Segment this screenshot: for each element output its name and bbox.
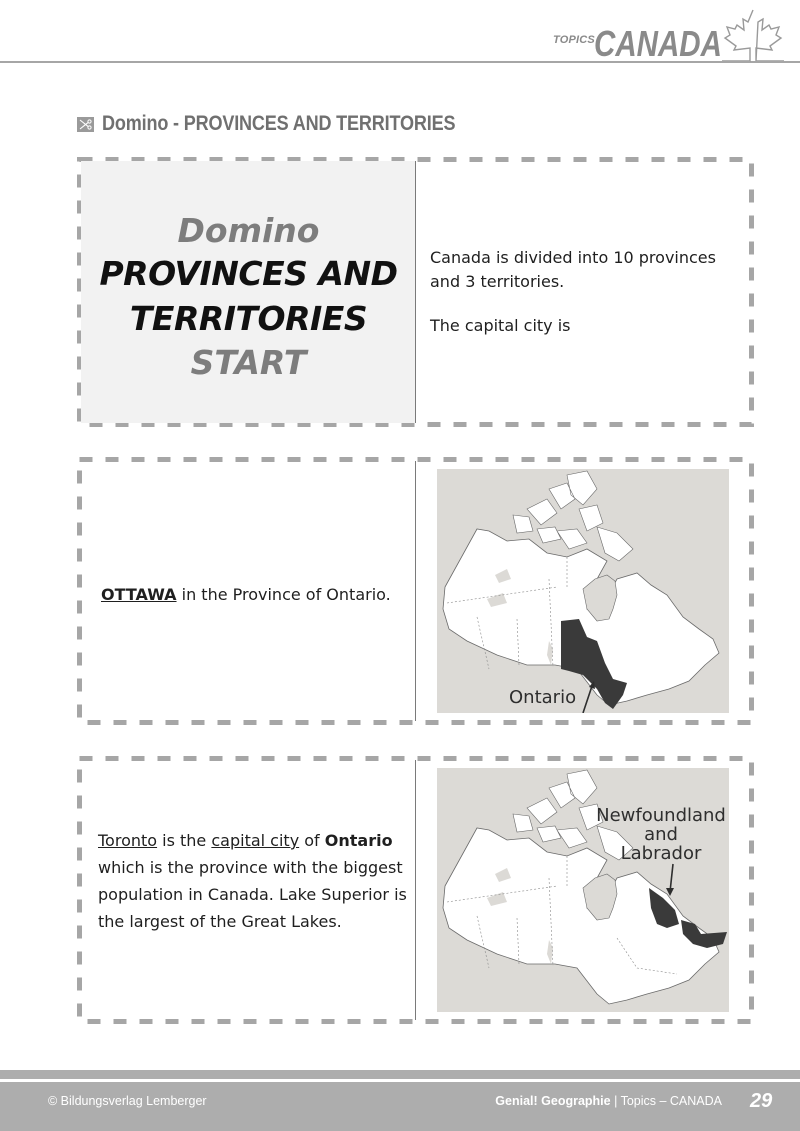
start-cell (81, 161, 416, 423)
header-title: CANADA (594, 23, 722, 64)
map-label-newfoundland (593, 806, 729, 863)
map-label-ontario: Ontario (509, 687, 577, 708)
canada-map-icon (437, 469, 729, 713)
answer-text-segment: is the (157, 831, 212, 850)
domino-card-toronto (77, 756, 754, 1024)
domino-card-ottawa (77, 457, 754, 725)
answer-text-segment: of (299, 831, 325, 850)
map-cell (418, 461, 750, 721)
card-divider (415, 161, 416, 423)
question-paragraph-1: Canada is divided into 10 provinces and 3 territories. (430, 248, 716, 291)
answer-text (101, 583, 391, 607)
scissors-icon (77, 117, 94, 132)
answer-word-toronto: Toronto (98, 831, 158, 850)
card-divider (415, 760, 416, 1020)
maple-leaf-icon (722, 8, 784, 64)
start-domino-label: Domino (177, 211, 320, 250)
domino-card-start (77, 157, 754, 427)
map-cell (418, 760, 750, 1020)
page-number: 29 (750, 1090, 773, 1112)
answer-word-capital-city: capital city (211, 831, 300, 850)
question-paragraph-2: The capital city is (430, 316, 571, 335)
footer-copyright: © Bildungsverlag Lemberger (48, 1094, 207, 1108)
answer-text-segment: which is the province with the biggest population in Canada. Lake Superior is the largest of the Great Lakes. (98, 858, 407, 931)
footer-series-title: Genial! Geographie (495, 1094, 611, 1108)
start-label: START (190, 343, 307, 382)
footer-stripe (0, 1070, 800, 1079)
canada-map-newfoundland (437, 768, 729, 1012)
start-title-line2: TERRITORIES (129, 299, 368, 338)
section-heading (77, 112, 513, 136)
canada-map-ontario (437, 469, 729, 713)
card-divider (415, 461, 416, 721)
section-title: Domino - PROVINCES AND TERRITORIES (102, 112, 456, 135)
question-cell (418, 161, 750, 423)
answer-cell (81, 461, 416, 721)
footer-series (495, 1094, 722, 1108)
answer-cell (81, 760, 416, 1020)
start-title-line1: PROVINCES AND (99, 254, 398, 293)
footer-series-subtitle: | Topics – CANADA (610, 1094, 722, 1108)
map-label-line: Labrador (620, 843, 702, 864)
answer-word-ontario: Ontario (324, 831, 393, 850)
answer-highlight: OTTAWA (101, 585, 177, 604)
map-label-line: Newfoundland (596, 805, 726, 826)
answer-rest: in the Province of Ontario. (176, 585, 391, 604)
header-topics-label: TOPICS (553, 34, 595, 46)
start-heading (81, 211, 416, 385)
map-label-line: and (644, 824, 678, 845)
answer-text (98, 827, 408, 935)
question-text (430, 246, 740, 338)
